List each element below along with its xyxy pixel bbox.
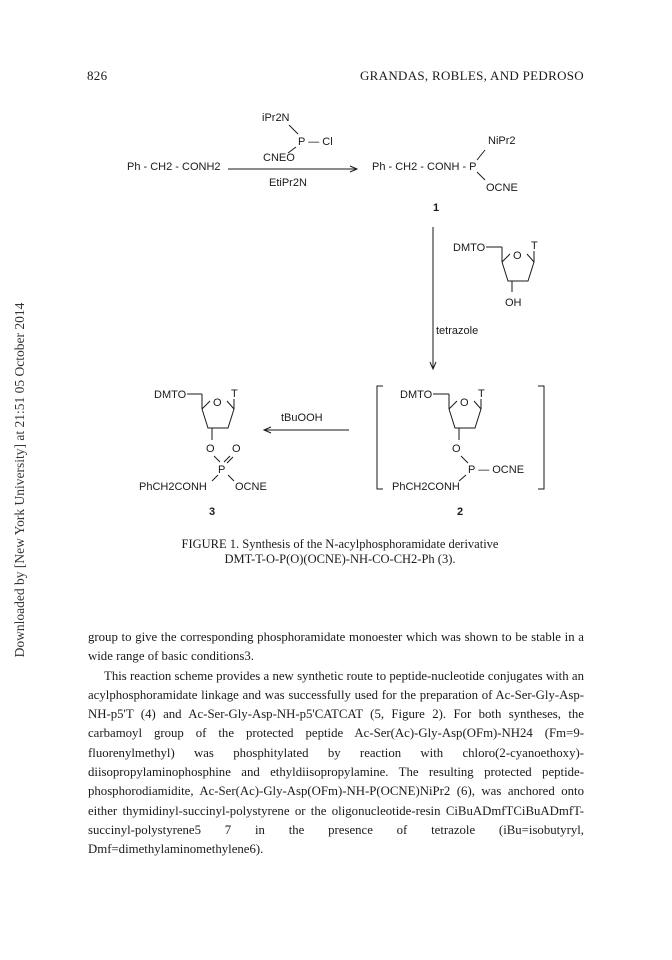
reagent-ipr2n: iPr2N: [262, 112, 290, 124]
body-text: [88, 628, 584, 860]
paragraph-1: group to give the corresponding phosphoramidate monoester which was shown to be stable in a wide range of basic conditions3.: [88, 630, 584, 664]
compound3-ocne: OCNE: [235, 481, 267, 493]
bond-line: [228, 475, 234, 481]
compound3-o-double: O: [232, 443, 241, 455]
bond-line: [477, 150, 485, 160]
bond-line: [214, 456, 220, 462]
compound3-o-link: O: [206, 443, 215, 455]
compound2-t: T: [478, 388, 485, 400]
compound2-phch2conh: PhCH2CONH: [392, 481, 460, 493]
bond-line: [459, 475, 466, 481]
bond-line: [477, 172, 485, 180]
product1-ocne: OCNE: [486, 182, 518, 194]
compound3-dmto: DMTO: [154, 389, 187, 401]
compound3-p: P: [218, 464, 226, 476]
compound3-phch2conh: PhCH2CONH: [139, 481, 207, 493]
tetrazole-label: tetrazole: [436, 325, 479, 337]
nucleoside-ring-o: O: [513, 250, 522, 262]
compound-2-label: 2: [457, 506, 464, 518]
download-note: Downloaded by [New York University] at 21:51 05 October 2014: [12, 302, 27, 658]
oxidant-reagent: tBuOOH: [281, 412, 323, 424]
reagent-p-cl: P — Cl: [298, 136, 333, 148]
bond-line: [289, 125, 298, 134]
compound2-dmto: DMTO: [400, 389, 433, 401]
caption-line-2: DMT-T-O-P(O)(OCNE)-NH-CO-CH2-Ph (3).: [224, 552, 456, 566]
compound2-p-ocne: P — OCNE: [468, 464, 525, 476]
bracket-right: [538, 386, 544, 489]
compound-3-label: 3: [209, 506, 216, 518]
reagent-cneo: CNEO: [263, 152, 295, 164]
base-reagent: EtiPr2N: [269, 177, 307, 189]
compound3-t: T: [231, 388, 238, 400]
product1-main: Ph - CH2 - CONH - P: [372, 161, 477, 173]
bond-line: [461, 456, 468, 463]
page-number: 826: [87, 68, 108, 83]
bracket-left: [377, 386, 383, 489]
compound2-ring-o: O: [460, 397, 469, 409]
bond-line: [212, 475, 218, 481]
compound-1-label: 1: [433, 202, 440, 214]
nucleoside-dmto: DMTO: [453, 242, 486, 254]
paragraph-2: This reaction scheme provides a new synthetic route to peptide-nucleotide conjugates with an acylphosphoramidate linkage and was successfully used for the preparation of Ac-Ser-Gly-Asp-NH-p5'T (4) and Ac-Ser-Gly-Asp-NH-p5'CATCAT (5, Figure 2). For both syntheses, the carbamoyl group of the protected peptide Ac-Ser(Ac)-Gly-Asp(OFm)-NH24 (Fm=9-fluorenylmethyl) was phosphitylated by reaction with chloro(2-cyanoethoxy)-diisopropylaminophosphine and ethyldiisopropylamine. The resulting protected peptide-phosphorodiamidite, Ac-Ser(Ac)-Gly-Asp(OFm)-NH-P(OCNE)NiPr2 (6), was anchored onto either thymidinyl-succinyl-polystyrene or the oligonucleotide-resin CiBuADmfTCiBuADmfT-succinyl-polystyrene5 7 in the presence of tetrazole (iBu=isobutyryl, Dmf=dimethylaminomethylene6).: [88, 668, 584, 857]
product1-nipr2: NiPr2: [488, 135, 516, 147]
compound3-ring-o: O: [213, 397, 222, 409]
running-head: GRANDAS, ROBLES, AND PEDROSO: [359, 68, 584, 83]
nucleoside-t: T: [531, 240, 538, 252]
nucleoside-oh: OH: [505, 297, 522, 309]
start-material: Ph - CH2 - CONH2: [127, 161, 221, 173]
figure-caption: [100, 537, 580, 567]
caption-line-1: FIGURE 1. Synthesis of the N-acylphosphoramidate derivative: [181, 537, 499, 551]
compound2-o-link: O: [452, 443, 461, 455]
